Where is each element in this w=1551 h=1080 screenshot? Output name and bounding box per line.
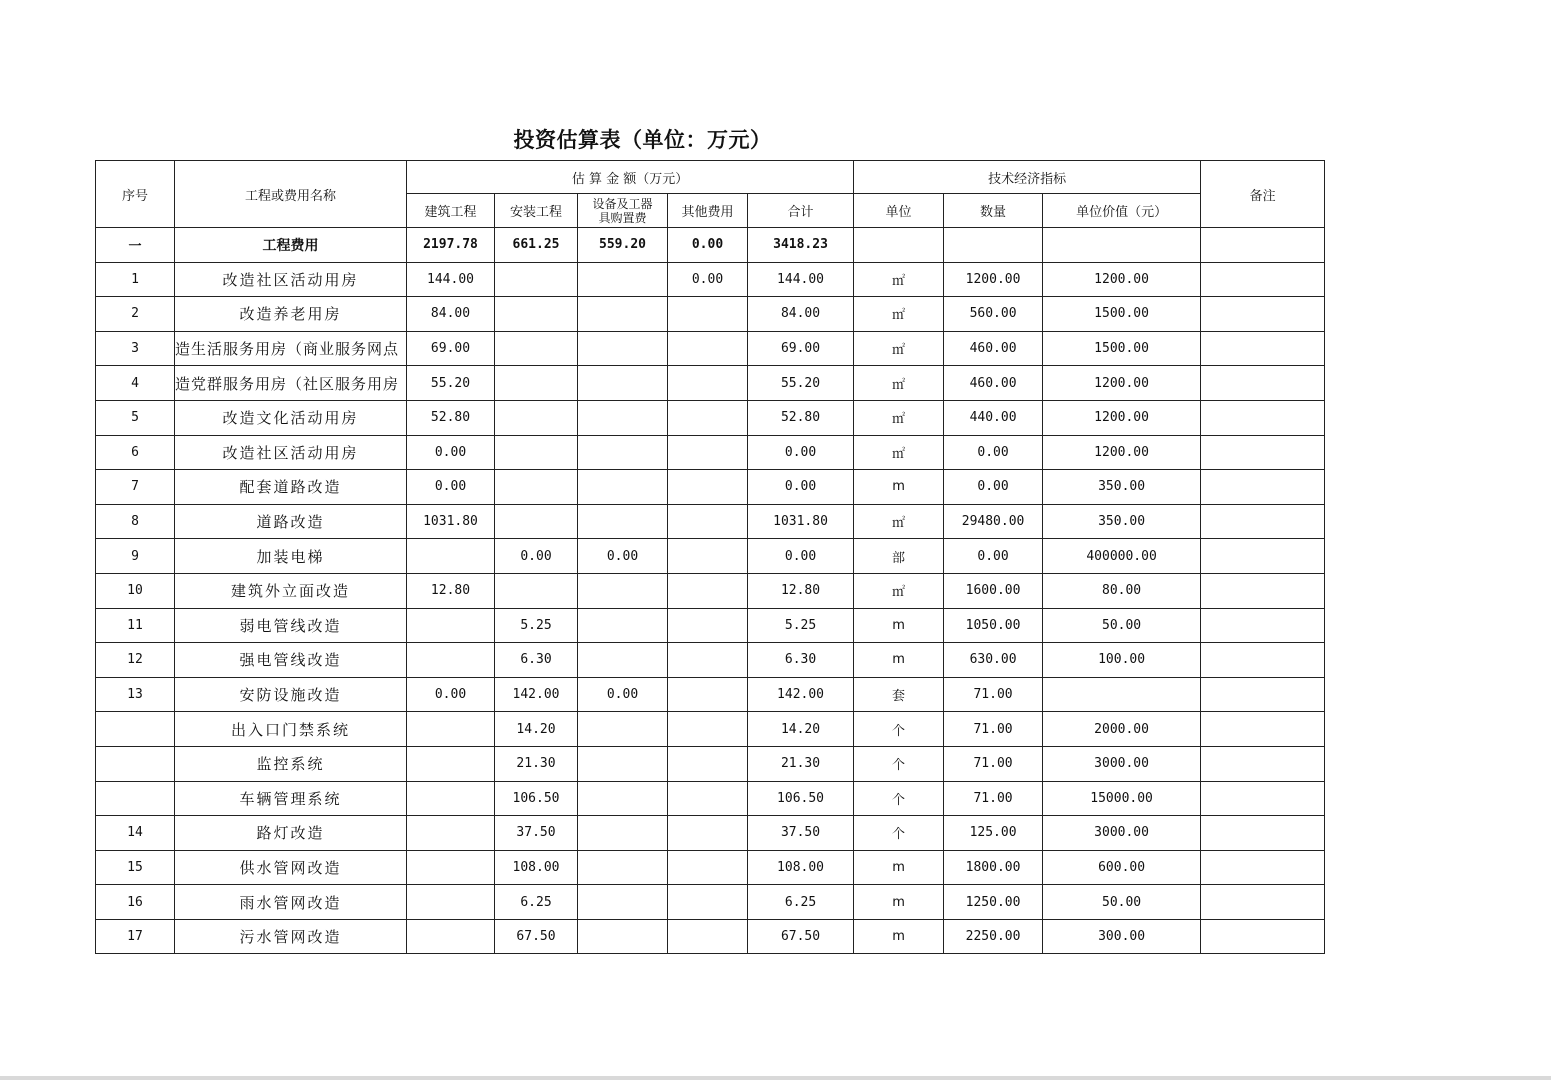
cell-qty: 1250.00 [944,885,1043,920]
cell-installation [495,435,578,470]
cell-name: 污水管网改造 [175,919,407,954]
cell-remark [1201,919,1325,954]
table-row [96,573,1325,608]
header-equipment [578,194,668,228]
header-qty: 数量 [944,194,1043,228]
cell-unit-price: 1200.00 [1043,262,1201,297]
cell-construction: 144.00 [407,262,495,297]
cell-construction: 55.20 [407,366,495,401]
cell-equipment: 0.00 [578,677,668,712]
cell-remark [1201,331,1325,366]
cell-equipment [578,331,668,366]
cell-qty: 125.00 [944,816,1043,851]
table-row [96,366,1325,401]
cell-other: 0.00 [668,262,748,297]
cell-remark [1201,573,1325,608]
cell-other [668,573,748,608]
cell-other [668,504,748,539]
cell-seq: 7 [96,470,175,505]
table-row [96,608,1325,643]
table-row [96,297,1325,332]
cell-seq: 一 [96,228,175,263]
cell-other [668,400,748,435]
cell-equipment [578,850,668,885]
cell-total: 0.00 [748,435,854,470]
cell-construction: 0.00 [407,470,495,505]
cell-total: 0.00 [748,470,854,505]
cell-unit-price: 80.00 [1043,573,1201,608]
cell-qty: 440.00 [944,400,1043,435]
cell-name: 改造养老用房 [175,297,407,332]
cell-total: 6.30 [748,643,854,678]
cell-remark [1201,712,1325,747]
table-row [96,712,1325,747]
cell-total: 1031.80 [748,504,854,539]
cell-equipment [578,470,668,505]
cell-installation: 6.25 [495,885,578,920]
cell-total: 14.20 [748,712,854,747]
cell-unit-price [1043,228,1201,263]
cell-qty: 0.00 [944,539,1043,574]
cell-unit-price [1043,677,1201,712]
cell-total: 142.00 [748,677,854,712]
cell-installation [495,470,578,505]
cell-equipment [578,573,668,608]
investment-estimate-table [95,160,1325,954]
cell-equipment [578,262,668,297]
cell-construction: 84.00 [407,297,495,332]
cell-equipment [578,435,668,470]
cell-installation [495,366,578,401]
cell-other [668,919,748,954]
table-row [96,746,1325,781]
cell-installation: 6.30 [495,643,578,678]
cell-other [668,885,748,920]
cell-unit-price: 50.00 [1043,885,1201,920]
cell-unit: m [854,608,944,643]
cell-name: 车辆管理系统 [175,781,407,816]
cell-remark [1201,850,1325,885]
cell-installation: 37.50 [495,816,578,851]
cell-remark [1201,885,1325,920]
cell-equipment [578,885,668,920]
cell-seq [96,746,175,781]
cell-seq: 13 [96,677,175,712]
cell-remark [1201,539,1325,574]
header-installation: 安装工程 [495,194,578,228]
cell-construction [407,746,495,781]
header-equipment-line2: 具购置费 [598,210,647,225]
table-row [96,504,1325,539]
cell-qty: 0.00 [944,435,1043,470]
cell-name: 出入口门禁系统 [175,712,407,747]
cell-unit: m [854,919,944,954]
cell-total: 5.25 [748,608,854,643]
table-row [96,919,1325,954]
cell-total: 52.80 [748,400,854,435]
cell-other [668,677,748,712]
cell-installation [495,400,578,435]
cell-installation [495,297,578,332]
cell-total: 84.00 [748,297,854,332]
table-row [96,435,1325,470]
cell-construction: 12.80 [407,573,495,608]
cell-name: 强电管线改造 [175,643,407,678]
cell-construction [407,608,495,643]
cell-installation [495,573,578,608]
header-unit-price: 单位价值（元） [1043,194,1201,228]
cell-unit: ㎡ [854,297,944,332]
cell-qty: 1800.00 [944,850,1043,885]
cell-total: 6.25 [748,885,854,920]
table-row [96,331,1325,366]
cell-unit: 部 [854,539,944,574]
cell-total: 3418.23 [748,228,854,263]
cell-equipment: 559.20 [578,228,668,263]
cell-total: 21.30 [748,746,854,781]
cell-total: 55.20 [748,366,854,401]
cell-seq [96,712,175,747]
cell-seq: 6 [96,435,175,470]
cell-remark [1201,677,1325,712]
cell-total: 37.50 [748,816,854,851]
cell-installation: 0.00 [495,539,578,574]
cell-equipment [578,643,668,678]
table-row [96,885,1325,920]
table-row [96,677,1325,712]
cell-other [668,297,748,332]
cell-unit-price: 1200.00 [1043,400,1201,435]
cell-unit: m [854,885,944,920]
cell-qty: 29480.00 [944,504,1043,539]
cell-seq: 1 [96,262,175,297]
cell-seq: 11 [96,608,175,643]
cell-unit: ㎡ [854,331,944,366]
cell-other [668,366,748,401]
cell-remark [1201,366,1325,401]
cell-unit: ㎡ [854,400,944,435]
cell-name: 加装电梯 [175,539,407,574]
header-tech-group: 技术经济指标 [854,161,1201,194]
cell-qty: 1050.00 [944,608,1043,643]
table-row [96,643,1325,678]
table-row [96,539,1325,574]
cell-other [668,746,748,781]
cell-equipment: 0.00 [578,539,668,574]
cell-name: 安防设施改造 [175,677,407,712]
cell-qty: 1600.00 [944,573,1043,608]
cell-remark [1201,228,1325,263]
cell-unit-price: 15000.00 [1043,781,1201,816]
cell-unit-price: 50.00 [1043,608,1201,643]
cell-other [668,816,748,851]
cell-equipment [578,366,668,401]
cell-qty: 560.00 [944,297,1043,332]
cell-unit-price: 600.00 [1043,850,1201,885]
cell-construction: 69.00 [407,331,495,366]
cell-unit-price: 350.00 [1043,470,1201,505]
cell-qty: 630.00 [944,643,1043,678]
header-total: 合计 [748,194,854,228]
cell-seq: 9 [96,539,175,574]
cell-unit-price: 350.00 [1043,504,1201,539]
cell-name: 监控系统 [175,746,407,781]
cell-remark [1201,816,1325,851]
table-row [96,816,1325,851]
header-equipment-line1: 设备及工器 [592,196,653,211]
cell-installation [495,262,578,297]
cell-installation: 142.00 [495,677,578,712]
cell-unit-price: 300.00 [1043,919,1201,954]
cell-name: 路灯改造 [175,816,407,851]
cell-qty: 71.00 [944,746,1043,781]
cell-total: 69.00 [748,331,854,366]
cell-installation: 14.20 [495,712,578,747]
cell-seq [96,781,175,816]
cell-unit: ㎡ [854,366,944,401]
cell-other [668,643,748,678]
cell-remark [1201,746,1325,781]
cell-equipment [578,712,668,747]
cell-total: 0.00 [748,539,854,574]
cell-remark [1201,608,1325,643]
cell-name: 弱电管线改造 [175,608,407,643]
cell-unit: 个 [854,816,944,851]
cell-qty: 460.00 [944,366,1043,401]
cell-unit: ㎡ [854,573,944,608]
cell-unit-price: 100.00 [1043,643,1201,678]
table-row [96,400,1325,435]
cell-construction [407,539,495,574]
cell-other: 0.00 [668,228,748,263]
cell-equipment [578,504,668,539]
cell-other [668,850,748,885]
table-row [96,262,1325,297]
cell-construction [407,816,495,851]
cell-seq: 3 [96,331,175,366]
cell-unit-price: 1200.00 [1043,366,1201,401]
table-title: 投资估算表（单位：万元） [513,127,772,152]
cell-name: 道路改造 [175,504,407,539]
cell-remark [1201,297,1325,332]
cell-construction: 52.80 [407,400,495,435]
cell-other [668,712,748,747]
header-remark: 备注 [1201,161,1325,228]
cell-other [668,781,748,816]
cell-seq: 16 [96,885,175,920]
cell-unit: m [854,643,944,678]
cell-qty: 71.00 [944,677,1043,712]
cell-seq: 15 [96,850,175,885]
table-row [96,850,1325,885]
cell-name: 建筑外立面改造 [175,573,407,608]
cell-qty: 71.00 [944,712,1043,747]
cell-remark [1201,504,1325,539]
cell-name: 造党群服务用房（社区服务用房 [175,366,407,401]
cell-installation: 108.00 [495,850,578,885]
cell-seq: 12 [96,643,175,678]
cell-name: 雨水管网改造 [175,885,407,920]
table-row [96,470,1325,505]
cell-total: 144.00 [748,262,854,297]
cell-unit: m [854,470,944,505]
cell-qty [944,228,1043,263]
cell-name: 改造社区活动用房 [175,262,407,297]
cell-equipment [578,400,668,435]
cell-seq: 17 [96,919,175,954]
cell-construction: 1031.80 [407,504,495,539]
cell-unit-price: 3000.00 [1043,816,1201,851]
cell-installation: 106.50 [495,781,578,816]
cell-equipment [578,746,668,781]
cell-unit: 个 [854,746,944,781]
cell-construction [407,643,495,678]
cell-equipment [578,297,668,332]
cell-remark [1201,400,1325,435]
cell-total: 12.80 [748,573,854,608]
cell-total: 67.50 [748,919,854,954]
cell-equipment [578,919,668,954]
header-construction: 建筑工程 [407,194,495,228]
cell-unit: 个 [854,781,944,816]
cell-unit: ㎡ [854,504,944,539]
cell-unit [854,228,944,263]
cell-unit: 个 [854,712,944,747]
cell-seq: 4 [96,366,175,401]
cell-remark [1201,435,1325,470]
cell-installation: 67.50 [495,919,578,954]
cell-seq: 10 [96,573,175,608]
cell-equipment [578,608,668,643]
cell-name: 配套道路改造 [175,470,407,505]
cell-construction: 2197.78 [407,228,495,263]
cell-construction [407,885,495,920]
cell-construction [407,850,495,885]
header-row-1 [96,161,1325,194]
header-estimate-group: 估 算 金 额（万元） [407,161,854,194]
cell-unit-price: 2000.00 [1043,712,1201,747]
cell-unit-price: 1500.00 [1043,297,1201,332]
cell-installation: 5.25 [495,608,578,643]
header-unit: 单位 [854,194,944,228]
page-bottom-edge [0,1076,1551,1080]
cell-total: 108.00 [748,850,854,885]
cell-seq: 2 [96,297,175,332]
cell-qty: 0.00 [944,470,1043,505]
cell-unit: ㎡ [854,435,944,470]
header-seq: 序号 [96,161,175,228]
cell-construction [407,781,495,816]
cell-qty: 460.00 [944,331,1043,366]
cell-name: 改造社区活动用房 [175,435,407,470]
cell-equipment [578,781,668,816]
cell-construction: 0.00 [407,677,495,712]
cell-qty: 2250.00 [944,919,1043,954]
cell-other [668,539,748,574]
cell-unit: 套 [854,677,944,712]
cell-installation [495,331,578,366]
cell-remark [1201,643,1325,678]
header-name: 工程或费用名称 [175,161,407,228]
cell-other [668,608,748,643]
cell-construction [407,712,495,747]
cell-name: 工程费用 [175,228,407,263]
cell-seq: 8 [96,504,175,539]
cell-remark [1201,470,1325,505]
cell-other [668,435,748,470]
cell-unit-price: 3000.00 [1043,746,1201,781]
cell-construction [407,919,495,954]
cell-unit: m [854,850,944,885]
cell-remark [1201,781,1325,816]
cell-seq: 5 [96,400,175,435]
cell-total: 106.50 [748,781,854,816]
cell-installation: 661.25 [495,228,578,263]
header-other: 其他费用 [668,194,748,228]
cell-unit-price: 400000.00 [1043,539,1201,574]
cell-name: 造生活服务用房（商业服务网点 [175,331,407,366]
cell-name: 改造文化活动用房 [175,400,407,435]
cell-other [668,331,748,366]
cell-construction: 0.00 [407,435,495,470]
cell-unit: ㎡ [854,262,944,297]
cell-seq: 14 [96,816,175,851]
cell-name: 供水管网改造 [175,850,407,885]
table-row-subtotal [96,228,1325,263]
cell-installation: 21.30 [495,746,578,781]
cell-unit-price: 1200.00 [1043,435,1201,470]
cell-other [668,470,748,505]
cell-remark [1201,262,1325,297]
cell-equipment [578,816,668,851]
cell-qty: 71.00 [944,781,1043,816]
cell-installation [495,504,578,539]
table-row [96,781,1325,816]
cell-qty: 1200.00 [944,262,1043,297]
cell-unit-price: 1500.00 [1043,331,1201,366]
